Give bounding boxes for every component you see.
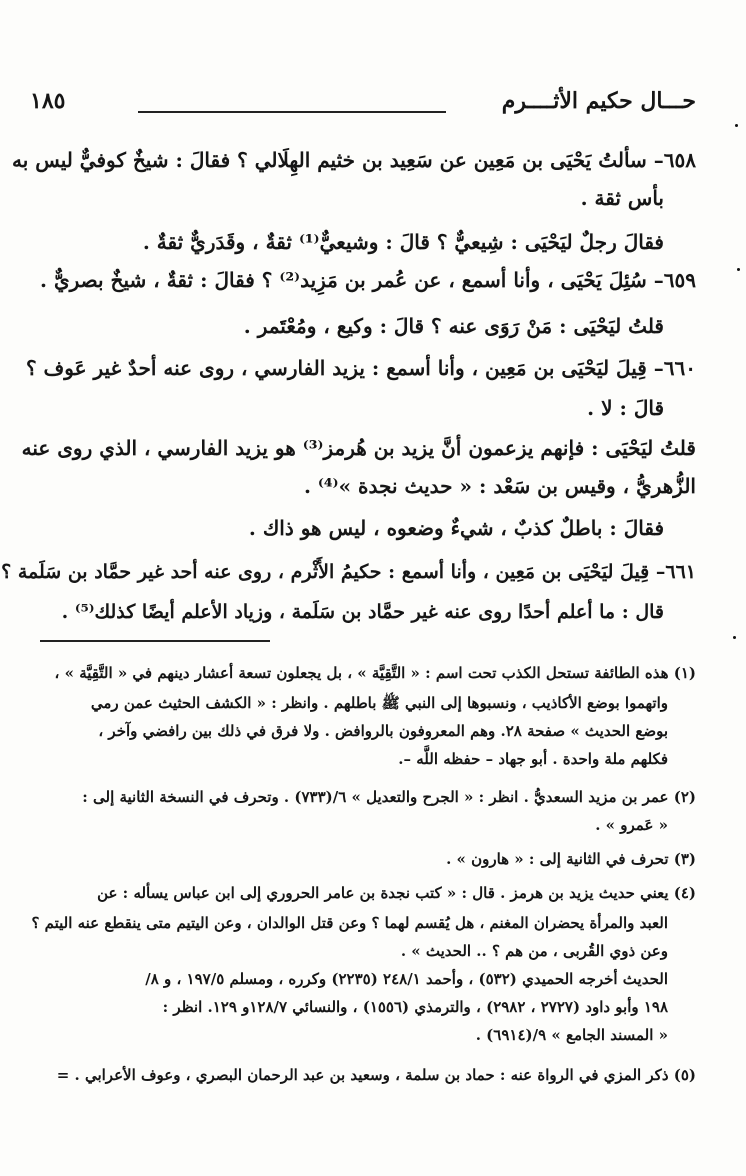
footnote-1-line-3: بوضع الحديث » صفحة ٢٨. وهم المعروفون بالروافض . ولا فرق في ذلك بين رافضي وآخر ، bbox=[98, 722, 668, 740]
footnote-4-line-1: (٤) يعني حديث يزيد بن هرمز . قال : « كتب نجدة بن عامر الحروري إلى ابن عباس يسأله : عن bbox=[97, 884, 696, 902]
entry-661-line-2: قال : ما أعلم أحدًا روى عنه غير حمَّاد بن سَلَمة ، وزياد الأعلم أيضًا كذلك⁽⁵⁾ . bbox=[61, 601, 664, 623]
footnote-5: (٥) ذكر المزي في الرواة عنه : حماد بن سلمة ، وسعيد بن عبد الرحمان البصري ، وعوف الأعرابي . = bbox=[56, 1066, 696, 1084]
footnote-1-line-1: (١) هذه الطائفة تستحل الكذب تحت اسم : « التَّقِيَّة » ، بل يجعلون تسعة أعشار دينهم في « التَّقِيَّة » ، bbox=[54, 664, 696, 682]
footnote-separator bbox=[40, 640, 270, 642]
entry-660-line-1: ٦٦٠– قِيلَ ليَحْيَى بن مَعِين ، وأنا أسمع : يزيد الفارسي ، روى عنه أحدٌ غير عَوف ؟ bbox=[25, 356, 696, 380]
scan-speck bbox=[737, 268, 740, 271]
footnote-4-line-6: « المسند الجامع » ٩/(٦٩١٤) . bbox=[475, 1026, 668, 1044]
entry-659-line-1: ٦٥٩– سُئِلَ يَحْيَى ، وأنا أسمع ، عن عُمر بن مَزِيد⁽²⁾ ؟ فقالَ : ثقةٌ ، شيخٌ بصريٌّ . bbox=[40, 268, 696, 292]
footnote-4-line-5: ١٩٨ وأبو داود (٢٧٢٧ ، ٢٩٨٢) ، والترمذي (١٥٥٦) ، والنسائي ١٢٨/٧و ١٢٩. انظر : bbox=[162, 998, 668, 1016]
entry-659-line-2: قلتُ ليَحْيَى : مَنْ رَوَى عنه ؟ قالَ : وكيع ، ومُعْتَمر . bbox=[243, 314, 664, 338]
footnote-4-line-2: العبد والمرأة يحضران المغنم ، هل يُقسم لهما ؟ وعن قتل الوالدان ، وعن اليتيم متى ينقطع عنه اليتم ؟ bbox=[31, 914, 668, 932]
entry-660-line-4: الزُّهريُّ ، وقيس بن سَعْد : « حديث نجدة »⁽⁴⁾ . bbox=[303, 474, 696, 498]
scan-speck bbox=[733, 636, 736, 639]
running-title: حـــال حكيم الأثــــرم bbox=[501, 88, 696, 114]
entry-661-line-1: ٦٦١– قِيلَ ليَحْيَى بن مَعِين ، وأنا أسمع : حكيمُ الأَثْرم ، روى عنه أحد غير حمَّاد بن سَلَمة ؟ bbox=[1, 561, 696, 583]
entry-660-line-2: قالَ : لا . bbox=[587, 396, 664, 420]
footnote-4-line-3: وعن ذوي القُربى ، من هم ؟ .. الحديث » . bbox=[400, 942, 668, 960]
entry-660-line-5: فقالَ : باطلٌ كذبٌ ، شيءٌ وضعوه ، ليس هو ذاك . bbox=[248, 516, 664, 540]
entry-658-line-2: بأس ثقة . bbox=[580, 186, 664, 210]
footnote-2-line-2: « عَمرو » . bbox=[595, 816, 668, 834]
header-rule bbox=[138, 111, 446, 113]
entry-658-line-1: ٦٥٨– سألتُ يَحْيَى بن مَعِين عن سَعِيد بن خثيم الهِلَالي ؟ فقالَ : شيخٌ كوفيٌّ ليس به bbox=[11, 148, 696, 172]
footnote-4-line-4: الحديث أخرجه الحميدي (٥٣٢) ، وأحمد ٢٤٨/١ (٢٢٣٥) وكرره ، ومسلم ١٩٧/٥ ، و ٨/ bbox=[145, 970, 668, 988]
footnote-3: (٣) تحرف في الثانية إلى : « هارون » . bbox=[446, 850, 696, 868]
scan-speck bbox=[735, 124, 738, 127]
footnote-2-line-1: (٢) عمر بن مزيد السعديُّ . انظر : « الجرح والتعديل » ٦/(٧٣٣) . وتحرف في النسخة الثانية إلى : bbox=[82, 788, 696, 806]
entry-658-line-3: فقالَ رجلٌ ليَحْيَى : شِيعيٌّ ؟ قالَ : وشيعيٌّ⁽¹⁾ ثقةٌ ، وقَدَريٌّ ثقةٌ . bbox=[142, 230, 664, 254]
running-header bbox=[30, 88, 696, 128]
page-number: ١٨٥ bbox=[30, 88, 66, 114]
footnote-1-line-4: فكلهم ملة واحدة . أبو جهاد – حفظه اللَّه –. bbox=[398, 750, 668, 768]
footnote-1-line-2: واتهموا بوضع الأكاذيب ، ونسبوها إلى النبي ﷺ باطلهم . وانظر : « الكشف الحثيث عمن رمي bbox=[90, 694, 668, 712]
entry-660-line-3: قلتُ ليَحْيَى : فإنهم يزعمون أنَّ يزيد بن هُرمز⁽³⁾ هو يزيد الفارسي ، الذي روى عنه bbox=[21, 436, 696, 460]
